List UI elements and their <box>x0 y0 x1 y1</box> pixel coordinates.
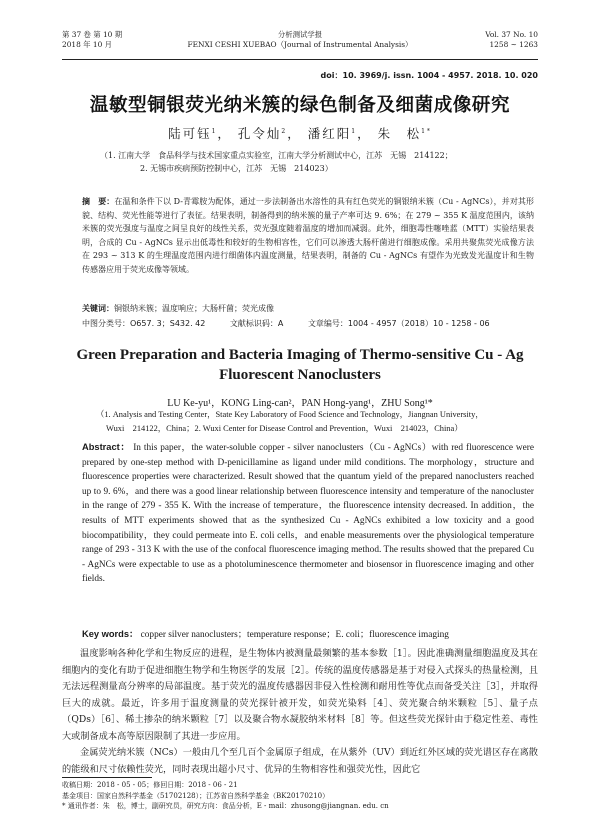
footnotes <box>62 780 538 812</box>
abstract-chinese-text: 在温和条件下以 D-青霉胺为配体，通过一步法制备出水溶性的具有红色荧光的铜银纳米簇（Cu - AgNCs），并对其形貌、结构、荧光性能等进行了表征。结果表明，制备得到的纳米簇的量子产率可达 9. 6%；在 279 ~ 355 K 温度范围内，该纳米簇的荧光强度与温度之间呈良好的线性关系，荧光强度随着温度的增加而减弱。此外，细胞毒性噻唑蓝（MTT）实验结果表明，合成的 Cu - AgNCs 显示出低毒性和较好的生物相容性，它们可以渗透大肠杆菌进行细胞成像。采用共聚焦荧光成像方法在 293 ~ 313 K 的生理温度范围内进行细菌体内温度测量，结果表明，制备的 Cu - AgNCs 有望作为光致发光温度计和生物传感器应用于荧光成像等领域。 <box>82 197 535 274</box>
document-code: 文献标识码：A <box>229 319 284 328</box>
classification-chinese <box>82 318 534 330</box>
authors-english: LU Ke-yu¹，KONG Ling-can²，PAN Hong-yang¹，ZHU Song¹* <box>167 398 433 409</box>
running-head-center: 分析测试学报 FENXI CESHI XUEBAO（Journal of Instrumental Analysis） <box>187 30 413 49</box>
footnote-received: 收稿日期：2018 - 05 - 05；修回日期：2018 - 06 - 21 <box>62 781 238 789</box>
authors-chinese: 陆可钰$^1$， 孔令灿$^2$， 潘红阳$^1$， 朱 松$^{1*}$ <box>168 126 432 141</box>
running-head-right: Vol. 37 No. 10 1258 ~ 1263 <box>485 30 538 49</box>
body-text <box>62 646 538 778</box>
keywords-english: Key words： copper silver nanoclusters；temperature response；E. coli；fluorescence imaging <box>82 629 449 640</box>
header-rule <box>62 59 538 60</box>
abstract-chinese <box>82 195 534 277</box>
affiliations-chinese: （1. 江南大学 食品科学与技术国家重点实验室，江南大学分析测试中心，江苏 无锡 214122； 2. 无锡市疾病预防控制中心，江苏 无锡 214023） <box>100 151 453 173</box>
keywords-chinese: 关键词：铜银纳米簇；温度响应；大肠杆菌；荧光成像 <box>82 304 274 313</box>
doi[interactable]: doi：10. 3969/j. issn. 1004 - 4957. 2018. 10. 020 <box>320 71 538 80</box>
article-number: 文章编号：1004 - 4957（2018）10 - 1258 - 06 <box>307 319 490 328</box>
clc-number: 中图分类号：O657. 3；S432. 42 <box>82 319 206 328</box>
footnote-corresponding: * 通讯作者：朱 松，博士，副研究员，研究方向：食品分析，E - mail：zhusong@jiangnan. edu. cn <box>62 802 389 810</box>
affiliations-english: （1. Analysis and Testing Center，State Key Laboratory of Food Science and Technology，Jiangnan University， Wuxi 214122，China；2. Wuxi Center for Disease Control and Prevention，Wuxi 214023，China） <box>96 410 484 433</box>
abstract-chinese-label: 摘 要： <box>82 197 115 206</box>
running-head <box>62 30 538 62</box>
body-paragraph: 温度影响各种化学和生物反应的进程，是生物体内被测量最频繁的基本参数［1］。因此准确测量细胞温度及其在细胞内的变化有助于促进细胞生物学和生物医学的发展［2］。传统的温度传感器是基于对侵入式探头的热量检测，且无法远程测量高分辨率的局部温度。基于荧光的温度传感器因非侵入性检测和耐用性等优点而备受关注［3］，并取得巨大的成就。最近，许多用于温度测量的荧光探针被开发，如荧光染料［4］、荧光聚合纳米颗粒［5］、量子点（QDs）［6］、稀土掺杂的纳米颗粒［7］以及聚合物水凝胶纳米材料［8］等。但这些荧光探针由于稳定性差、毒性大或制备成本高等原因限制了其进一步应用。 <box>62 648 538 742</box>
title-english: Green Preparation and Bacteria Imaging of Thermo-sensitive Cu - Ag Fluorescent Nanoclusters <box>76 347 524 383</box>
title-chinese: 温敏型铜银荧光纳米簇的绿色制备及细菌成像研究 <box>89 95 511 116</box>
footnote-funding: 基金项目：国家自然科学基金（51702128）；江苏省自然科学基金（BK20170210） <box>62 791 330 800</box>
body-paragraph: 金属荧光纳米簇（NCs）一般由几个至几百个金属原子组成，在从紫外（UV）到近红外区域的荧光谱区存在离散的能级和尺寸依赖性荧光，同时表现出超小尺寸、优异的生物相容性和强荧光性，因此它 <box>62 747 538 775</box>
abstract-english-label: Abstract： <box>82 442 131 452</box>
abstract-english-text: In this paper，the water-soluble copper - silver nanoclusters（Cu - AgNCs）with red fluorescence were prepared by one-step method with D-penicillamine as ligand under mild conditions. The morphology，structure and fluorescence properties were characterized. Result showed that the quantum yield of the prepared nanoclusters reached up to 9. 6%，and there was a good linear relationship between fluorescence intensity and temperature of the nanocluster in the range of 279 - 355 K. With the increase of temperature，the fluorescence intensity decreased. In addition，the results of MTT experiments showed that as the synthesized Cu - AgNCs exhibited a low toxicity and a good biocompatibility，they could permeate into E. coli cells，and enable measurements over the physiological temperature range of 293 - 313 K with the use of the confocal fluorescence imaging method. The results showed that the prepared Cu - AgNCs were expectable to use as a photoluminescence thermometer and biosensor in fluorescence imaging and other fields. <box>82 443 534 585</box>
running-head-left: 第 37 卷 第 10 期 2018 年 10 月 <box>62 30 123 49</box>
abstract-english <box>82 440 534 587</box>
footnote-rule <box>62 777 152 778</box>
